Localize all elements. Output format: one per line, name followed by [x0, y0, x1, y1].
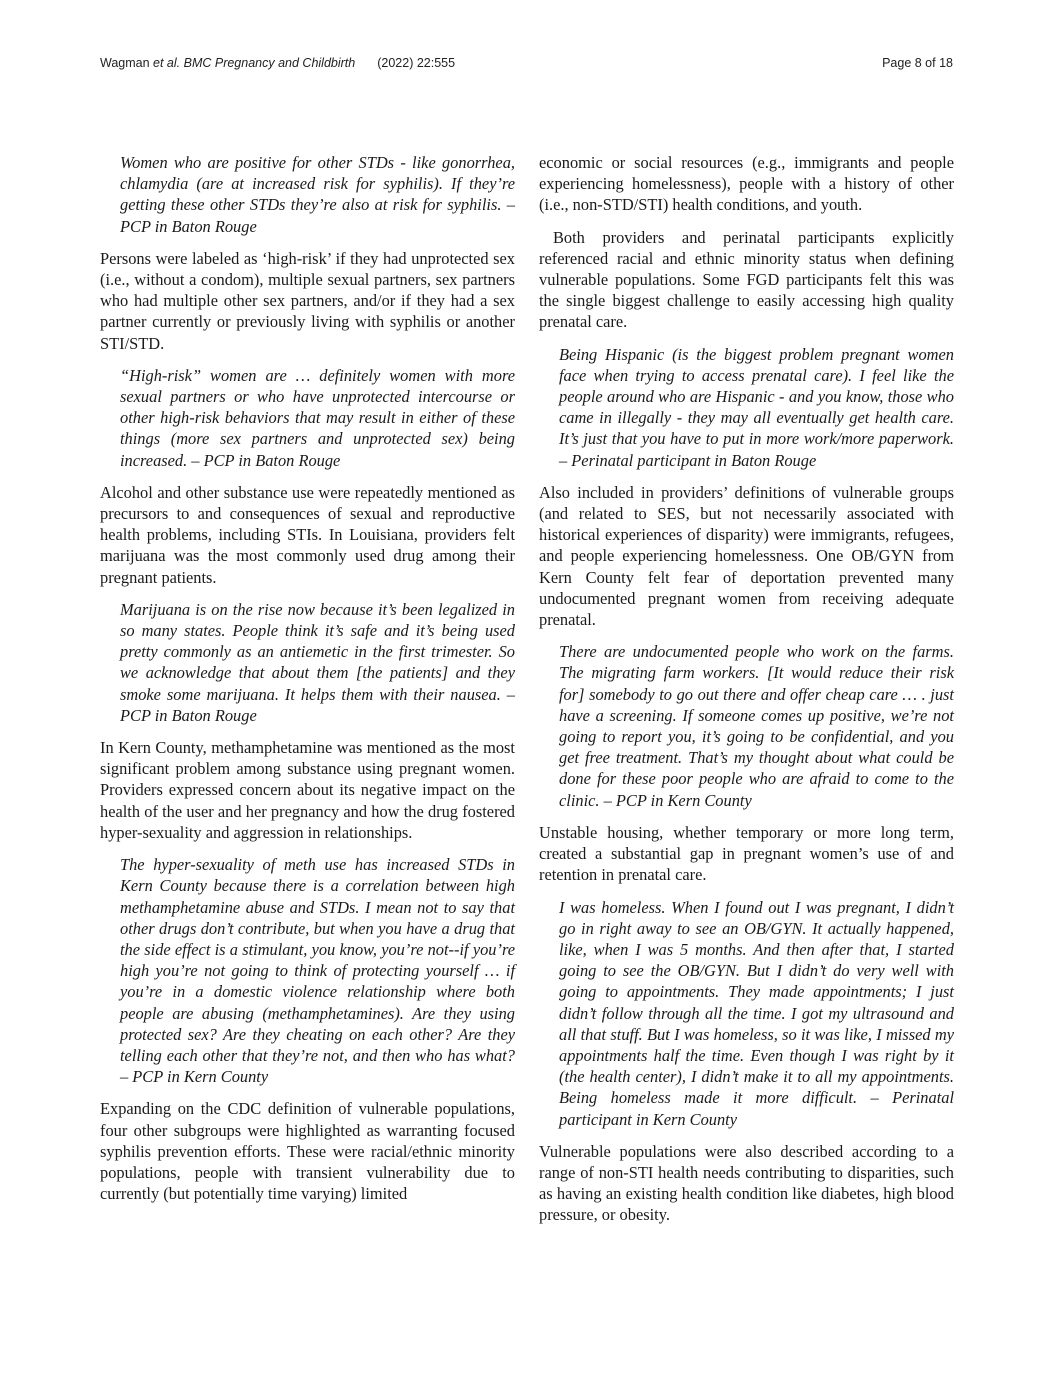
quote-block: “High-risk” women are … definitely women with more sexual partners or who have unprotected intercourse or other high-risk behaviors that may result in either of these things (more sex partners and unprotected sex) being increased. – PCP in Baton Rouge — [120, 365, 515, 470]
body-paragraph: Expanding on the CDC definition of vulnerable populations, four other subgroups were highlighted as warranting focused syphilis prevention efforts. These were racial/ethnic minority populations, people with transient vulnerability due to currently (but potentially time varying) limited — [100, 1099, 515, 1204]
quote-block: Being Hispanic (is the biggest problem pregnant women face when trying to access prenatal care). I feel like the people around who are Hispanic - and you know, those who came in illegally - they may all eventually get health care. It’s just that you have to put in more work/more paperwork. – Perinatal participant in Baton Rouge — [559, 344, 954, 470]
quote-block: There are undocumented people who work on the farms. The migrating farm workers. [It would reduce their risk for] somebody to go out there and offer cheap care … . just have a screening. If someone comes up positive, we’re not going to report you, it’s going to be confidential, and you get free treatment. That’s my thought about what could be done for these poor people who are afraid to come to the clinic. – PCP in Kern County — [559, 642, 954, 810]
left-column — [100, 152, 515, 1215]
citation-authors: Wagman — [100, 56, 150, 70]
body-paragraph: In Kern County, methamphetamine was mentioned as the most significant problem among substance using pregnant women. Providers expressed concern about its negative impact on the health of the user and her pregnancy and how the drug fostered hyper-sexuality and aggression in relationships. — [100, 738, 515, 842]
body-paragraph: Vulnerable populations were also described according to a range of non-STI health needs contributing to disparities, such as having an existing health condition like diabetes, high blood pressure, or obesity. — [539, 1141, 954, 1225]
quote-block: Women who are positive for other STDs - like gonorrhea, chlamydia (are at increased risk for syphilis). If they’re getting these other STDs they’re also at risk for syphilis. – PCP in Baton Rouge — [120, 153, 515, 236]
body-paragraph: economic or social resources (e.g., immigrants and people experiencing homelessness), people with a history of other (i.e., non-STD/STI) health conditions, and youth. — [539, 153, 954, 215]
body-paragraph: Also included in providers’ definitions of vulnerable groups (and related to SES, but not necessarily associated with historical experiences of disparity) were immigrants, refugees, and people experiencing homelessness. One OB/GYN from Kern County felt fear of deportation prevented many undocumented pregnant women from receiving adequate prenatal. — [539, 482, 954, 630]
running-header — [100, 56, 953, 74]
body-paragraph: Alcohol and other substance use were repeatedly mentioned as precursors to and consequences of sexual and reproductive health problems, including STIs. In Louisiana, providers felt marijuana was the most commonly used drug among their pregnant patients. — [100, 482, 515, 587]
body-paragraph: Unstable housing, whether temporary or more long term, created a substantial gap in pregnant women’s use of and retention in prenatal care. — [539, 822, 954, 885]
body-paragraph: Persons were labeled as ‘high-risk’ if they had unprotected sex (i.e., without a condom), multiple sexual partners, sex partners who had multiple other sex partners, and/or if they had a sex partner currently or previously living with syphilis or another STI/STD. — [100, 248, 515, 353]
quote-block: The hyper-sexuality of meth use has increased STDs in Kern County because there is a correlation between high methamphetamine abuse and STDs. I mean not to say that other drugs don’t contribute, but when you have a drug that the side effect is a stimulant, you know, you’re not--if you’re high you’re not going to think of protecting yourself … if you’re in a domestic violence relationship where both people are abusing (methamphetamines). Are they using protected sex? Are they cheating on each other? Are they telling each other that they’re not, and then who has what? – PCP in Kern County — [120, 855, 515, 1087]
page-number: Page 8 of 18 — [882, 56, 953, 70]
citation-journal: et al. BMC Pregnancy and Childbirth — [149, 56, 356, 70]
quote-block: I was homeless. When I found out I was pregnant, I didn’t go in right away to see an OB/GYN. It actually happened, like, when I was 5 months. And then after that, I started going to see the OB/GYN. But I didn’t do very well with going to appointments. They made appointments; I just didn’t follow through all the time. I got my ultrasound and all that stuff. But I was homeless, so it was like, I missed my appointments half the time. Even though I was right by it (the health center), I didn’t make it to all my appointments. Being homeless made it more difficult. – Perinatal participant in Kern County — [559, 897, 954, 1129]
citation-year-volume: (2022) 22:555 — [377, 56, 456, 70]
right-column — [539, 152, 954, 1237]
body-paragraph: Both providers and perinatal participants explicitly referenced racial and ethnic minority status when defining vulnerable populations. Some FGD participants felt this was the single biggest challenge to easily accessing high quality prenatal care. — [539, 227, 954, 332]
citation — [100, 56, 455, 70]
quote-block: Marijuana is on the rise now because it’s been legalized in so many states. People think it’s safe and it’s being used pretty commonly as an antiemetic in the first trimester. So we acknowledge that about them [the patients] and they smoke some marijuana. It helps them with their nausea. – PCP in Baton Rouge — [120, 599, 515, 725]
